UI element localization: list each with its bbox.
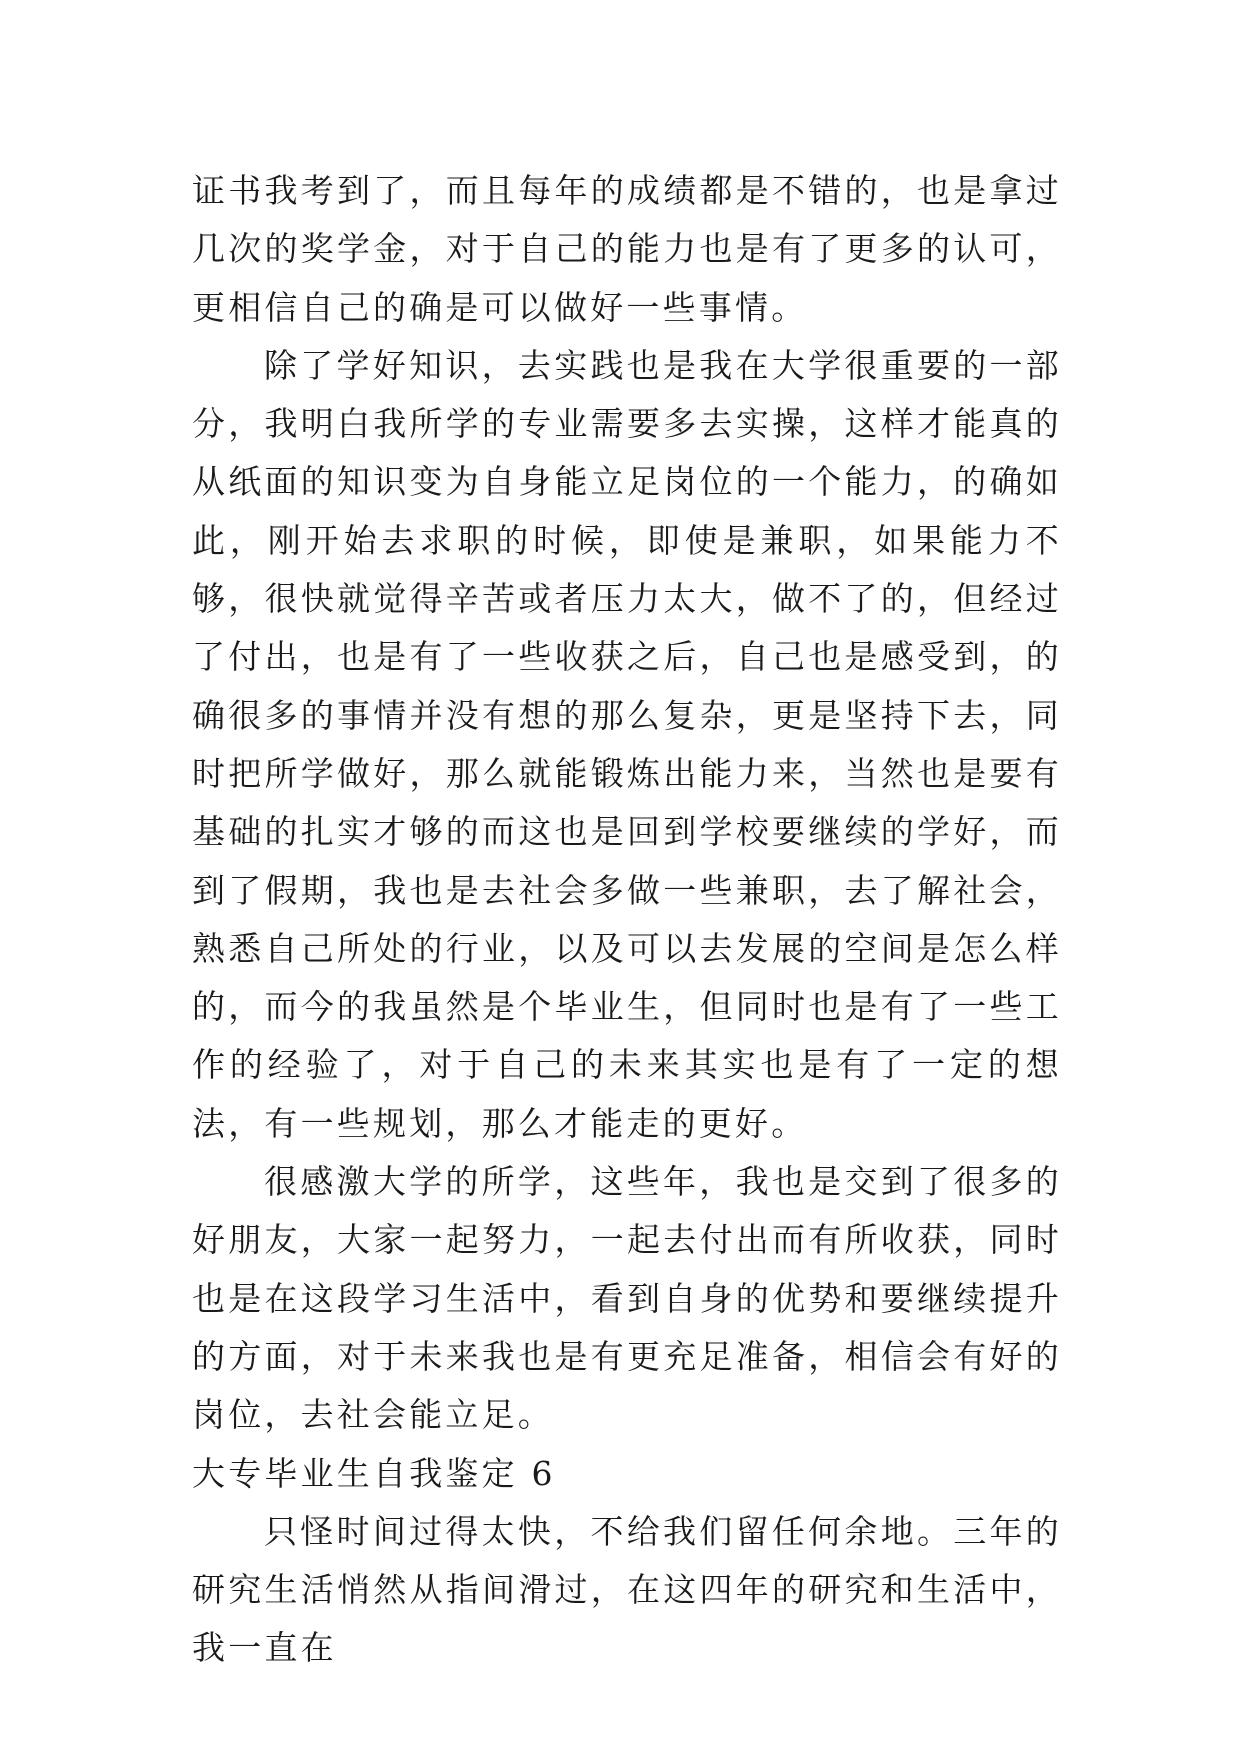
paragraph-3: 很感激大学的所学，这些年，我也是交到了很多的好朋友，大家一起努力，一起去付出而有所收获，同时也是在这段学习生活中，看到自身的优势和要继续提升的方面，对于未来我也是有更充足准备，相信会有好的岗位，去社会能立足。: [192, 1162, 1062, 1435]
section-heading: 大专毕业生自我鉴定 6: [192, 1453, 556, 1493]
paragraph-2: 除了学好知识，去实践也是我在大学很重要的一部分，我明白我所学的专业需要多去实操，这样才能真的从纸面的知识变为自身能立足岗位的一个能力，的确如此，刚开始去求职的时候，即使是兼职，如果能力不够，很快就觉得辛苦或者压力太大，做不了的，但经过了付出，也是有了一些收获之后，自己也是感受到，的确很多的事情并没有想的那么复杂，更是坚持下去，同时把所学做好，那么就能锻炼出能力来，当然也是要有基础的扎实才够的而这也是回到学校要继续的学好，而到了假期，我也是去社会多做一些兼职，去了解社会，熟悉自己所处的行业，以及可以去发展的空间是怎么样的，而今的我虽然是个毕业生，但同时也是有了一些工作的经验了，对于自己的未来其实也是有了一定的想法，有一些规划，那么才能走的更好。: [192, 345, 1062, 1143]
section-paragraph: 只怪时间过得太快，不给我们留任何余地。三年的研究生活悄然从指间滑过，在这四年的研究和生活中，我一直在: [192, 1511, 1062, 1668]
document-body: [192, 162, 1062, 1678]
paragraph-1: 证书我考到了，而且每年的成绩都是不错的，也是拿过几次的奖学金，对于自己的能力也是有了更多的认可，更相信自己的确是可以做好一些事情。: [192, 171, 1062, 327]
